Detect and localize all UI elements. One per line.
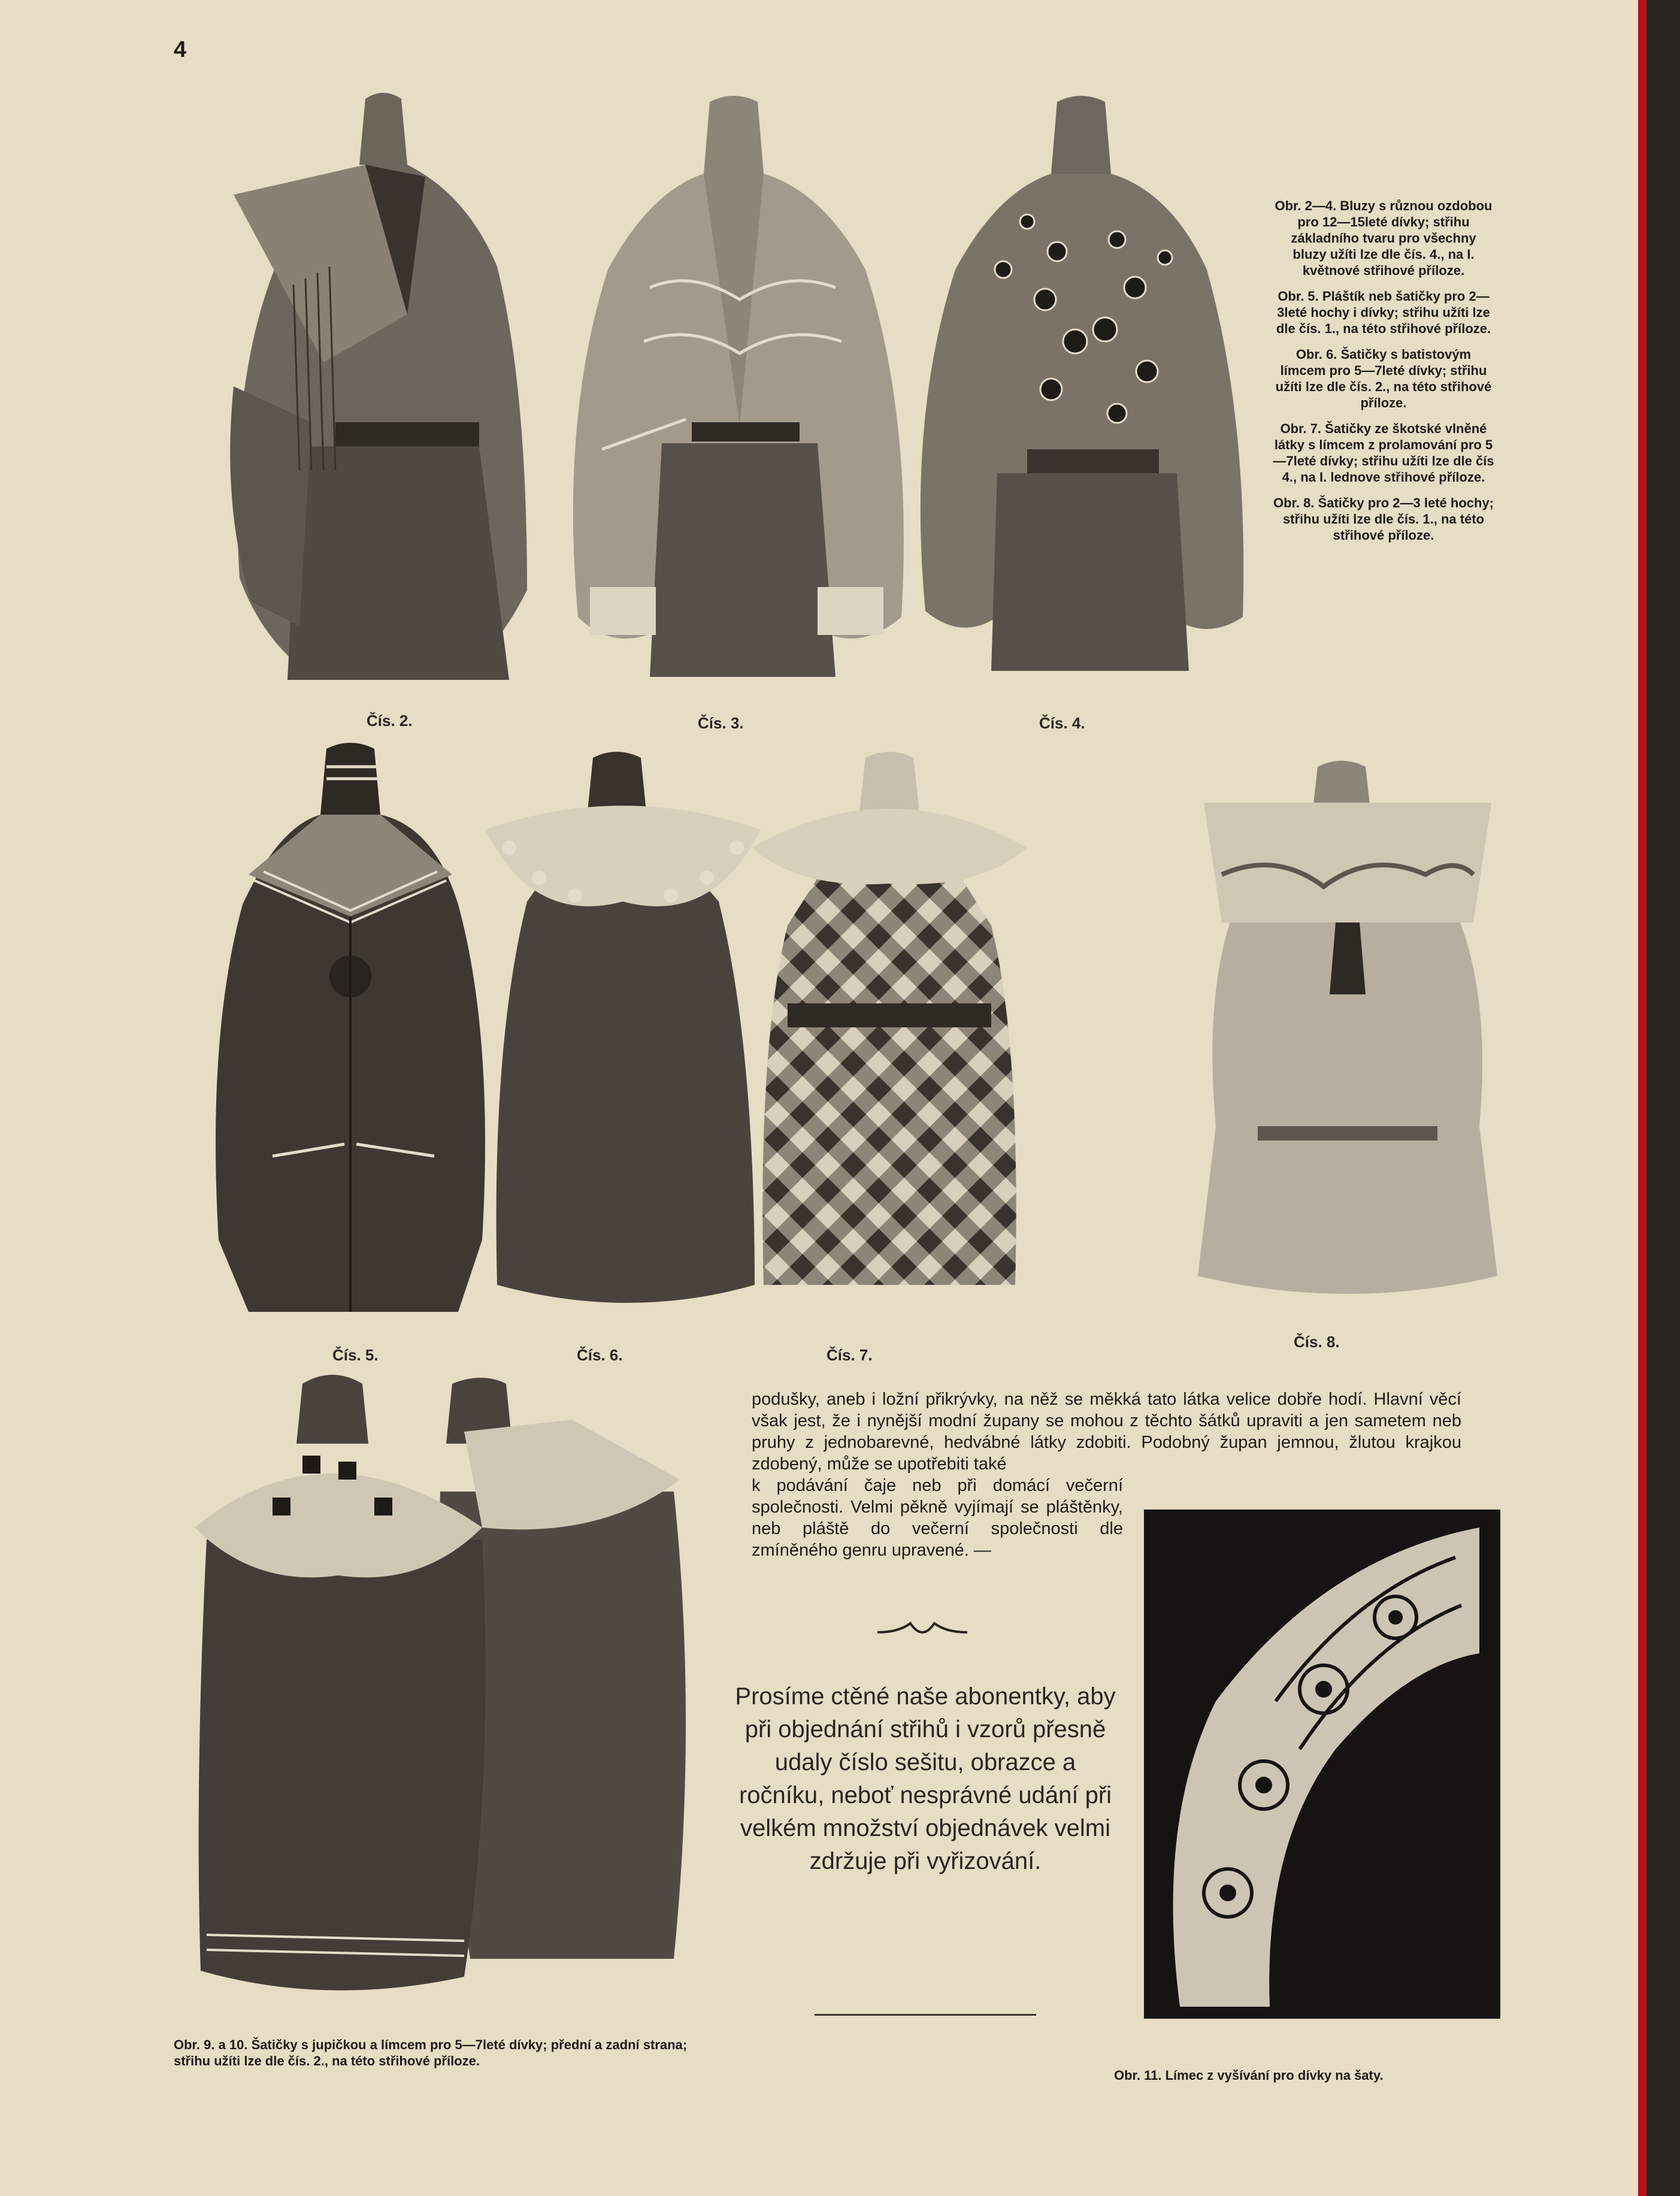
figure-coat-5 (207, 737, 494, 1324)
blouse-2-illustration (228, 87, 539, 680)
tartan-dress-7-illustration (752, 746, 1027, 1303)
caption-fig-7: Čís. 7. (827, 1346, 873, 1364)
legend-item: Obr. 7. Šatičky ze škotské vlněné látky s límcem z prolamování pro 5—7leté dívky; střihu užíti lze dle čís 4., na I. lednove střihové příloze. (1273, 421, 1494, 485)
figure-dresses-9-10 (183, 1360, 698, 2013)
figure-lace-collar-11 (1144, 1510, 1500, 2019)
caption-fig-6: Čís. 6. (577, 1346, 623, 1364)
legend-item: Obr. 8. Šatičky pro 2—3 leté hochy; střihu užíti lze dle čís. 1., na této střihové příloze. (1273, 495, 1494, 543)
figure-blouse-4 (907, 90, 1255, 671)
coat-5-illustration (207, 737, 494, 1324)
blouse-3-illustration (560, 90, 919, 677)
blouse-4-illustration (907, 90, 1255, 671)
dress-6-illustration (473, 746, 773, 1312)
figure-sailor-dress-8 (1186, 755, 1509, 1312)
article-paragraph: podušky, aneb i ložní přikrývky, na něž se měkká tato látka velice dobře hodí. Hlavní věcí však jest, že i nynější modní župany se mohou z těchto šátků upraviti a jen sametem neb pruhy z jednobarevné, hedvábné látky zdobiti. Podobný župan jemnou, žlutou krajkou zdobený, může se upotřebiti také (752, 1390, 1461, 1474)
caption-fig-2: Čís. 2. (367, 712, 413, 730)
ornament-flourish-icon (874, 1617, 970, 1647)
figure-blouse-2 (228, 87, 539, 680)
lace-collar-illustration (1144, 1510, 1500, 2019)
article-paragraph-continued: k podávání čaje neb při domácí večerní společnosti. Velmi pěkně vyjímají se pláštěnky, neb pláště do večerní společnosti dle zmíněného genru upravené. — (752, 1476, 1123, 1560)
caption-fig-3: Čís. 3. (698, 714, 744, 732)
figure-tartan-dress-7 (752, 746, 1027, 1303)
figure-legend (1273, 198, 1494, 553)
legend-item: Obr. 6. Šatičky s batistovým límcem pro 5—7leté dívky; střihu užíti lze dle čís. 2., na této střihové příloze. (1275, 347, 1492, 410)
dresses-9-10-illustration (183, 1360, 698, 2013)
legend-item: Obr. 5. Pláštík neb šatičky pro 2—3leté hochy i dívky; střihu užíti lze dle čís. 1., na této střihové příloze. (1276, 289, 1491, 336)
adjacent-page-edge (1638, 0, 1680, 2196)
caption-fig-9-10: Obr. 9. a 10. Šatičky s jupičkou a límcem pro 5—7leté dívky; přední a zadní strana; střihu užíti lze dle čís. 2., na této střihové příloze. (174, 2037, 688, 2068)
divider-line (815, 2014, 1036, 2016)
page-number: 4 (174, 37, 187, 62)
sailor-dress-8-illustration (1186, 755, 1509, 1312)
figure-blouse-3 (560, 90, 919, 677)
caption-fig-11: Obr. 11. Límec z vyšívání pro dívky na šaty. (1114, 2068, 1384, 2083)
caption-fig-8: Čís. 8. (1294, 1333, 1340, 1351)
figure-dress-6 (473, 746, 773, 1312)
subscriber-notice: Prosíme ctěné naše abonentky, aby při objednání střihů i vzorů přesně udaly číslo sešitu, obrazce a ročníku, neboť nesprávné udání při velkém množství objednávek velmi zdržuje při vyřizování. (735, 1683, 1116, 1874)
caption-fig-4: Čís. 4. (1039, 714, 1085, 732)
caption-fig-5: Čís. 5. (332, 1346, 379, 1364)
legend-item: Obr. 2—4. Bluzy s různou ozdobou pro 12—15leté dívky; střihu základního tvaru pro všechny bluzy užíti lze dle čís. 4., na I. květnové střihové příloze. (1275, 198, 1493, 278)
